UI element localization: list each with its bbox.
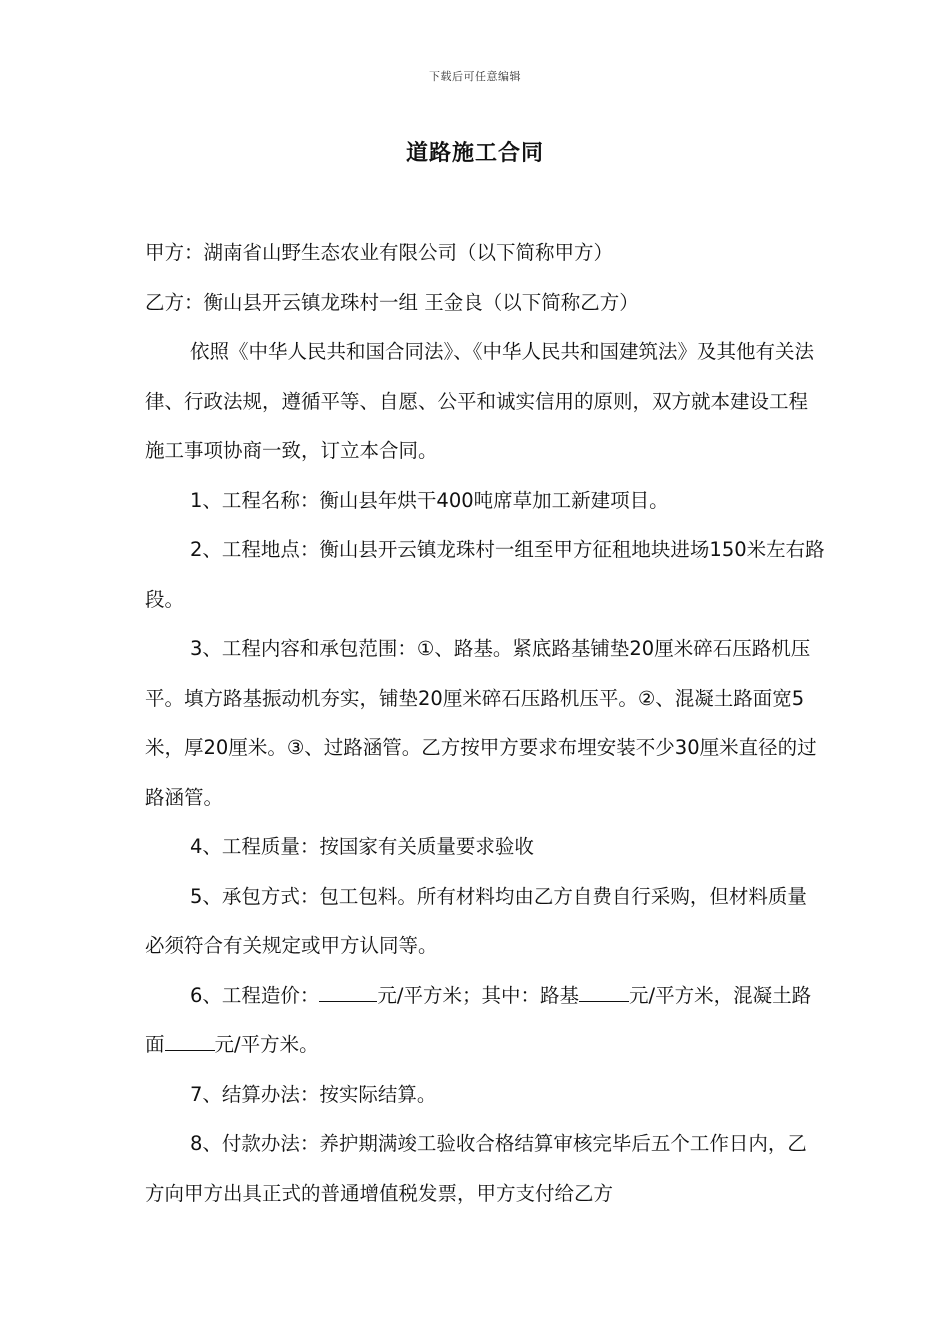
clause-2-project-location: 2、工程地点：衡山县开云镇龙珠村一组至甲方征租地块进场150米左右路段。 bbox=[145, 538, 825, 611]
clause-5-contract-method: 5、承包方式：包工包料。所有材料均由乙方自费自行采购，但材料质量必须符合有关规定或甲方认同等。 bbox=[145, 884, 807, 957]
preamble-paragraph: 依照《中华人民共和国合同法》、《中华人民共和国建筑法》及其他有关法律、行政法规，遵循平等、自愿、公平和诚实信用的原则，双方就本建设工程施工事项协商一致，订立本合同。 bbox=[145, 340, 815, 462]
header-note: 下载后可任意编辑 bbox=[429, 70, 521, 83]
clause-6-text-2: 元/平方米；其中：路基 bbox=[377, 983, 579, 1007]
blank-roadbed-price bbox=[579, 980, 629, 1001]
clause-7-settlement: 7、结算办法：按实际结算。 bbox=[190, 1082, 437, 1106]
clause-8-payment: 8、付款办法：养护期满竣工验收合格结算审核完毕后五个工作日内，乙方向甲方出具正式的普通增值税发票，甲方支付给乙方 bbox=[145, 1132, 807, 1205]
clause-6-cost bbox=[145, 971, 825, 1070]
document-title: 道路施工合同 bbox=[405, 141, 544, 166]
clause-1-project-name: 1、工程名称：衡山县年烘干400吨席草加工新建项目。 bbox=[190, 488, 669, 512]
blank-pavement-price bbox=[165, 1030, 215, 1051]
party-a-line: 甲方：湖南省山野生态农业有限公司（以下简称甲方） bbox=[145, 241, 614, 264]
clause-6-text-3: 元/平方米，混凝土路面 bbox=[145, 983, 812, 1056]
clause-6-text-4: 元/平方米。 bbox=[214, 1033, 319, 1056]
clause-6-text-1: 6、工程造价： bbox=[190, 983, 320, 1007]
clause-4-quality: 4、工程质量：按国家有关质量要求验收 bbox=[190, 835, 534, 858]
contract-body bbox=[145, 228, 825, 1218]
blank-unit-price bbox=[319, 980, 377, 1001]
clause-3-scope: 3、工程内容和承包范围：①、路基。紧底路基铺垫20厘米碎石压路机压平。填方路基振动机夯实，铺垫20厘米碎石压路机压平。②、混凝土路面宽5米，厚20厘米。③、过路涵管。乙方按甲方要求布埋安装不少30厘米直径的过路涵管。 bbox=[145, 637, 817, 809]
party-b-line: 乙方：衡山县开云镇龙珠村一组 王金良（以下简称乙方） bbox=[145, 290, 639, 314]
